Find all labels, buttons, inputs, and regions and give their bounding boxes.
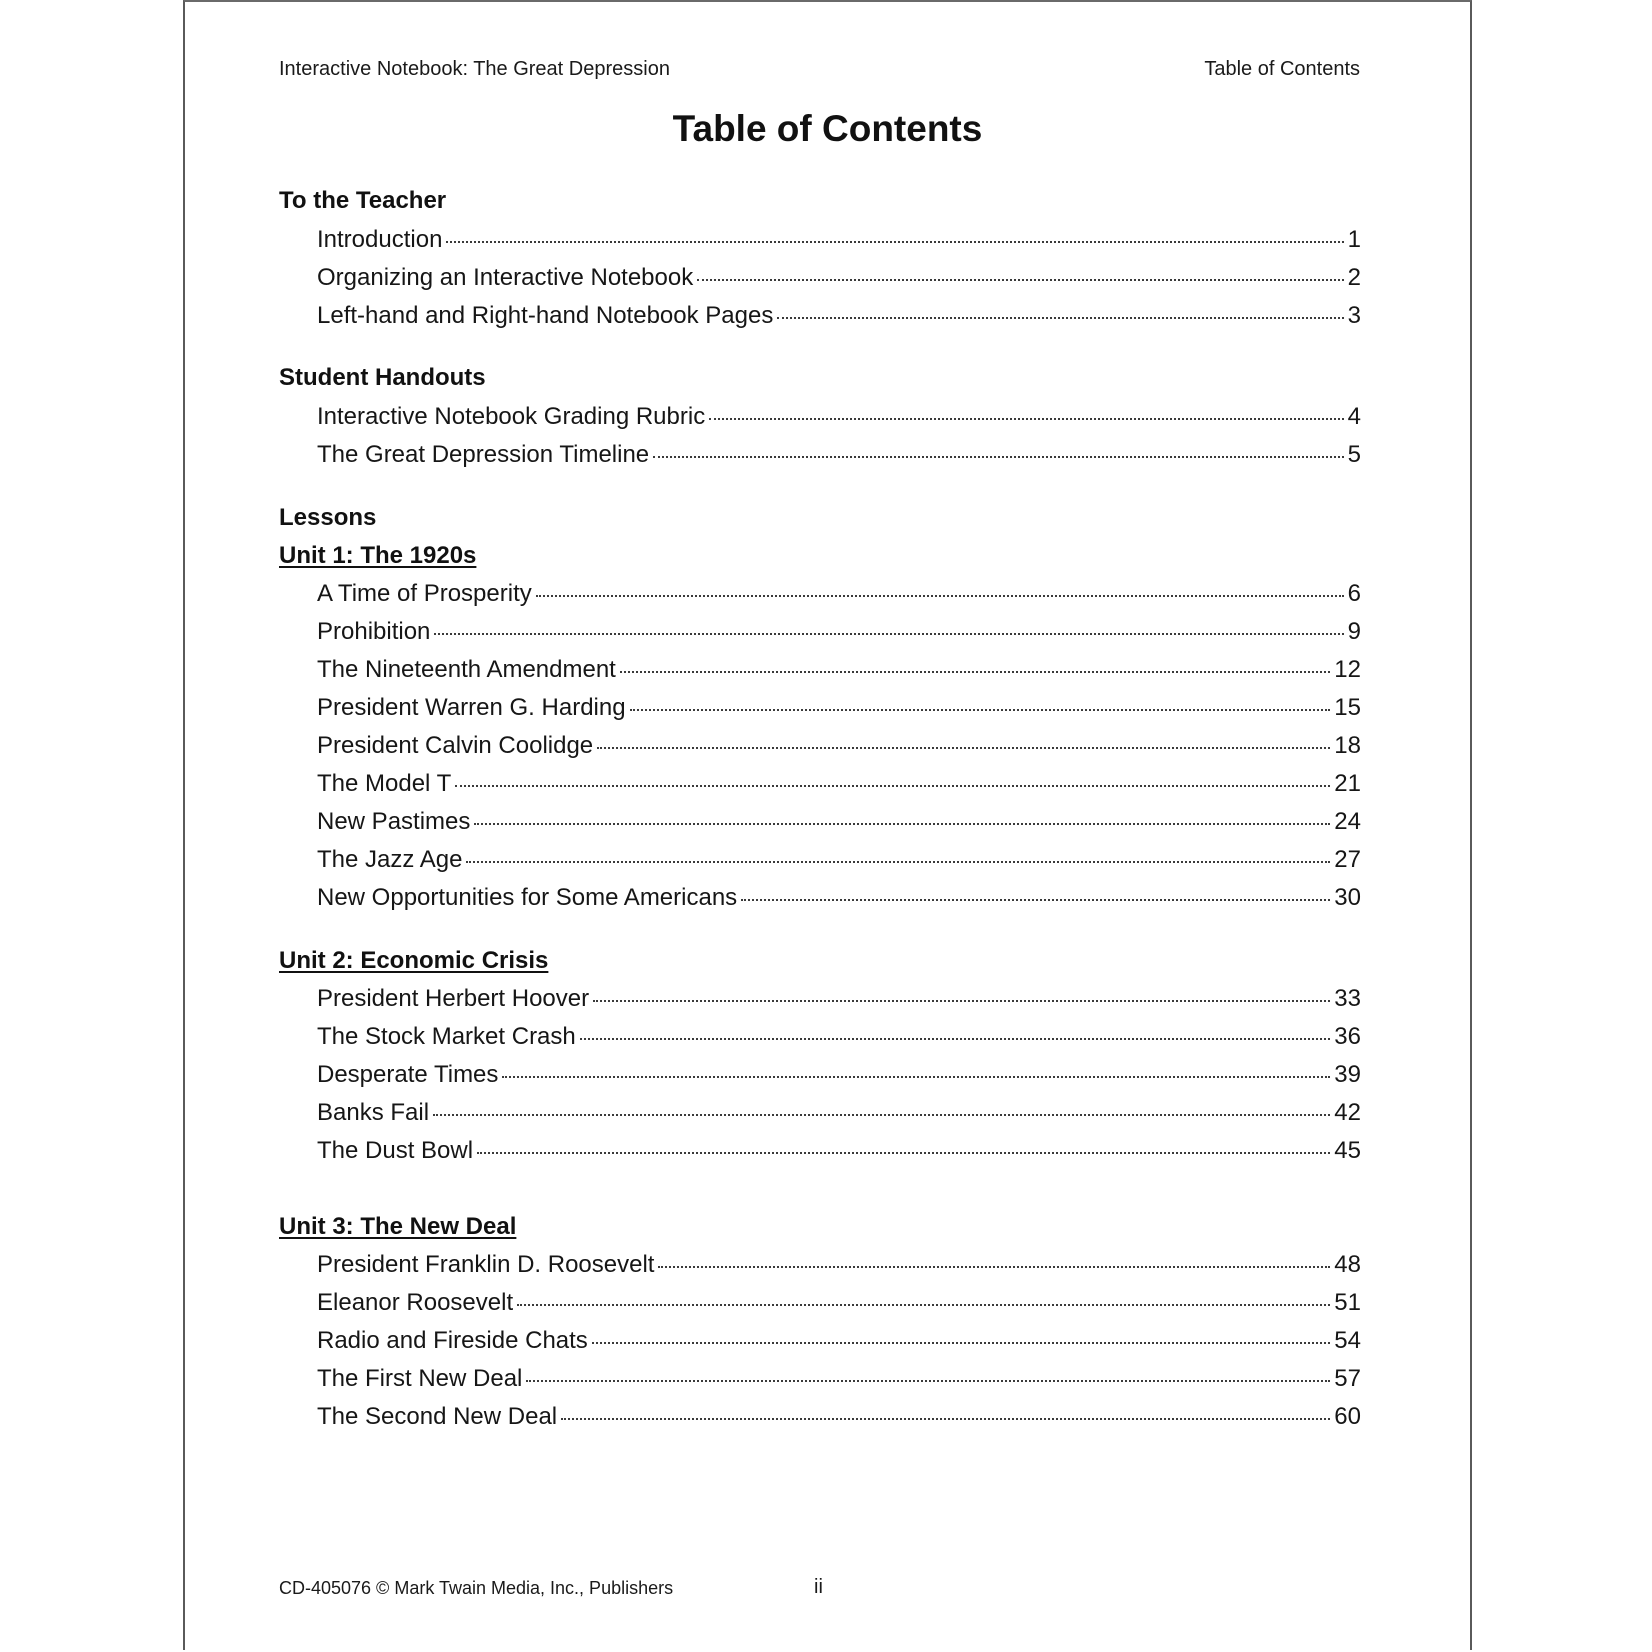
toc-entry-page: 21 <box>1334 770 1361 797</box>
toc-entry <box>317 732 1361 762</box>
toc-entry-label: President Warren G. Harding <box>317 694 626 721</box>
section-heading-to-the-teacher: To the Teacher <box>279 187 447 214</box>
toc-entry-label: Interactive Notebook Grading Rubric <box>317 403 706 430</box>
toc-entry-page: 27 <box>1334 846 1361 873</box>
toc-entry <box>317 770 1361 800</box>
dot-leader <box>561 1418 1330 1420</box>
toc-entry <box>317 1099 1361 1129</box>
toc-entry-label: Introduction <box>317 226 443 253</box>
unit-heading-3: Unit 3: The New Deal <box>279 1213 517 1240</box>
dot-leader <box>658 1266 1330 1268</box>
footer-copyright: CD-405076 © Mark Twain Media, Inc., Publishers <box>279 1578 674 1598</box>
dot-leader <box>620 671 1330 673</box>
running-header-right: Table of Contents <box>1204 58 1360 80</box>
toc-entry-label: The Stock Market Crash <box>317 1023 576 1050</box>
toc-entry <box>317 846 1361 876</box>
toc-entry-page: 39 <box>1334 1061 1361 1088</box>
page-title: Table of Contents <box>672 108 983 149</box>
toc-entry <box>317 1137 1361 1167</box>
toc-entry-page: 6 <box>1347 580 1361 607</box>
toc-entry-label: Eleanor Roosevelt <box>317 1289 514 1316</box>
toc-entry-label: The Model T <box>317 770 452 797</box>
dot-leader <box>517 1304 1330 1306</box>
toc-entry <box>317 1327 1361 1357</box>
toc-entry-label: The First New Deal <box>317 1365 523 1392</box>
toc-entry-page: 18 <box>1334 732 1361 759</box>
toc-entry <box>317 985 1361 1015</box>
toc-entry-label: The Great Depression Timeline <box>317 441 650 468</box>
toc-entry-page: 30 <box>1334 884 1361 911</box>
toc-entry <box>317 808 1361 838</box>
toc-entry-label: Radio and Fireside Chats <box>317 1327 588 1354</box>
toc-entry-page: 60 <box>1334 1403 1361 1430</box>
toc-entry <box>317 618 1361 648</box>
toc-entry-page: 24 <box>1334 808 1361 835</box>
toc-entry-page: 2 <box>1347 264 1361 291</box>
toc-entry <box>317 884 1361 914</box>
toc-entry-page: 51 <box>1334 1289 1361 1316</box>
dot-leader <box>777 317 1343 319</box>
unit-heading-1: Unit 1: The 1920s <box>279 542 477 569</box>
toc-entry <box>317 694 1361 724</box>
toc-entry-label: The Jazz Age <box>317 846 463 873</box>
toc-entry-page: 36 <box>1334 1023 1361 1050</box>
toc-entry-page: 5 <box>1347 441 1361 468</box>
toc-entry-label: The Dust Bowl <box>317 1137 474 1164</box>
toc-entry-label: Desperate Times <box>317 1061 499 1088</box>
dot-leader <box>446 241 1343 243</box>
toc-entry-label: President Calvin Coolidge <box>317 732 594 759</box>
toc-entry-label: New Opportunities for Some Americans <box>317 884 738 911</box>
unit-heading-2: Unit 2: Economic Crisis <box>279 947 549 974</box>
document-page <box>183 0 1472 1650</box>
dot-leader <box>592 1342 1330 1344</box>
toc-entry-label: New Pastimes <box>317 808 471 835</box>
dot-leader <box>434 633 1343 635</box>
dot-leader <box>477 1152 1330 1154</box>
dot-leader <box>526 1380 1330 1382</box>
toc-entry-page: 54 <box>1334 1327 1361 1354</box>
toc-entry-label: A Time of Prosperity <box>317 580 532 607</box>
toc-entry-label: President Franklin D. Roosevelt <box>317 1251 655 1278</box>
toc-entry-label: Organizing an Interactive Notebook <box>317 264 694 291</box>
toc-entry <box>317 580 1361 610</box>
toc-entry-label: The Second New Deal <box>317 1403 558 1430</box>
toc-entry-page: 42 <box>1334 1099 1361 1126</box>
dot-leader <box>536 595 1344 597</box>
toc-entry <box>317 1289 1361 1319</box>
toc-entry-page: 57 <box>1334 1365 1361 1392</box>
toc-entry-label: President Herbert Hoover <box>317 985 590 1012</box>
toc-entry-page: 1 <box>1347 226 1361 253</box>
dot-leader <box>466 861 1330 863</box>
dot-leader <box>433 1114 1330 1116</box>
dot-leader <box>697 279 1343 281</box>
toc-entry <box>317 441 1361 471</box>
toc-entry-page: 3 <box>1347 302 1361 329</box>
toc-entry-page: 15 <box>1334 694 1361 721</box>
toc-entry <box>317 1403 1361 1433</box>
toc-entry <box>317 226 1361 256</box>
dot-leader <box>593 1000 1330 1002</box>
dot-leader <box>653 456 1343 458</box>
toc-entry <box>317 403 1361 433</box>
toc-entry-page: 33 <box>1334 985 1361 1012</box>
toc-entry-page: 48 <box>1334 1251 1361 1278</box>
running-header-left: Interactive Notebook: The Great Depression <box>279 58 670 80</box>
dot-leader <box>630 709 1331 711</box>
toc-entry-page: 4 <box>1347 403 1361 430</box>
toc-entry-label: Left-hand and Right-hand Notebook Pages <box>317 302 774 329</box>
toc-entry <box>317 1365 1361 1395</box>
toc-entry-label: Banks Fail <box>317 1099 430 1126</box>
toc-entry <box>317 656 1361 686</box>
toc-entry <box>317 302 1361 332</box>
toc-entry <box>317 264 1361 294</box>
toc-entry-label: Prohibition <box>317 618 431 645</box>
dot-leader <box>580 1038 1331 1040</box>
toc-entry-label: The Nineteenth Amendment <box>317 656 616 683</box>
dot-leader <box>474 823 1330 825</box>
toc-entry <box>317 1251 1361 1281</box>
dot-leader <box>455 785 1330 787</box>
dot-leader <box>741 899 1330 901</box>
toc-entry-page: 9 <box>1347 618 1361 645</box>
dot-leader <box>597 747 1330 749</box>
footer-page-number: ii <box>814 1576 823 1598</box>
toc-entry <box>317 1023 1361 1053</box>
toc-entry-page: 45 <box>1334 1137 1361 1164</box>
dot-leader <box>502 1076 1330 1078</box>
dot-leader <box>709 418 1343 420</box>
toc-entry <box>317 1061 1361 1091</box>
toc-entry-page: 12 <box>1334 656 1361 683</box>
section-heading-student-handouts: Student Handouts <box>279 364 486 391</box>
section-heading-lessons: Lessons <box>279 504 377 531</box>
